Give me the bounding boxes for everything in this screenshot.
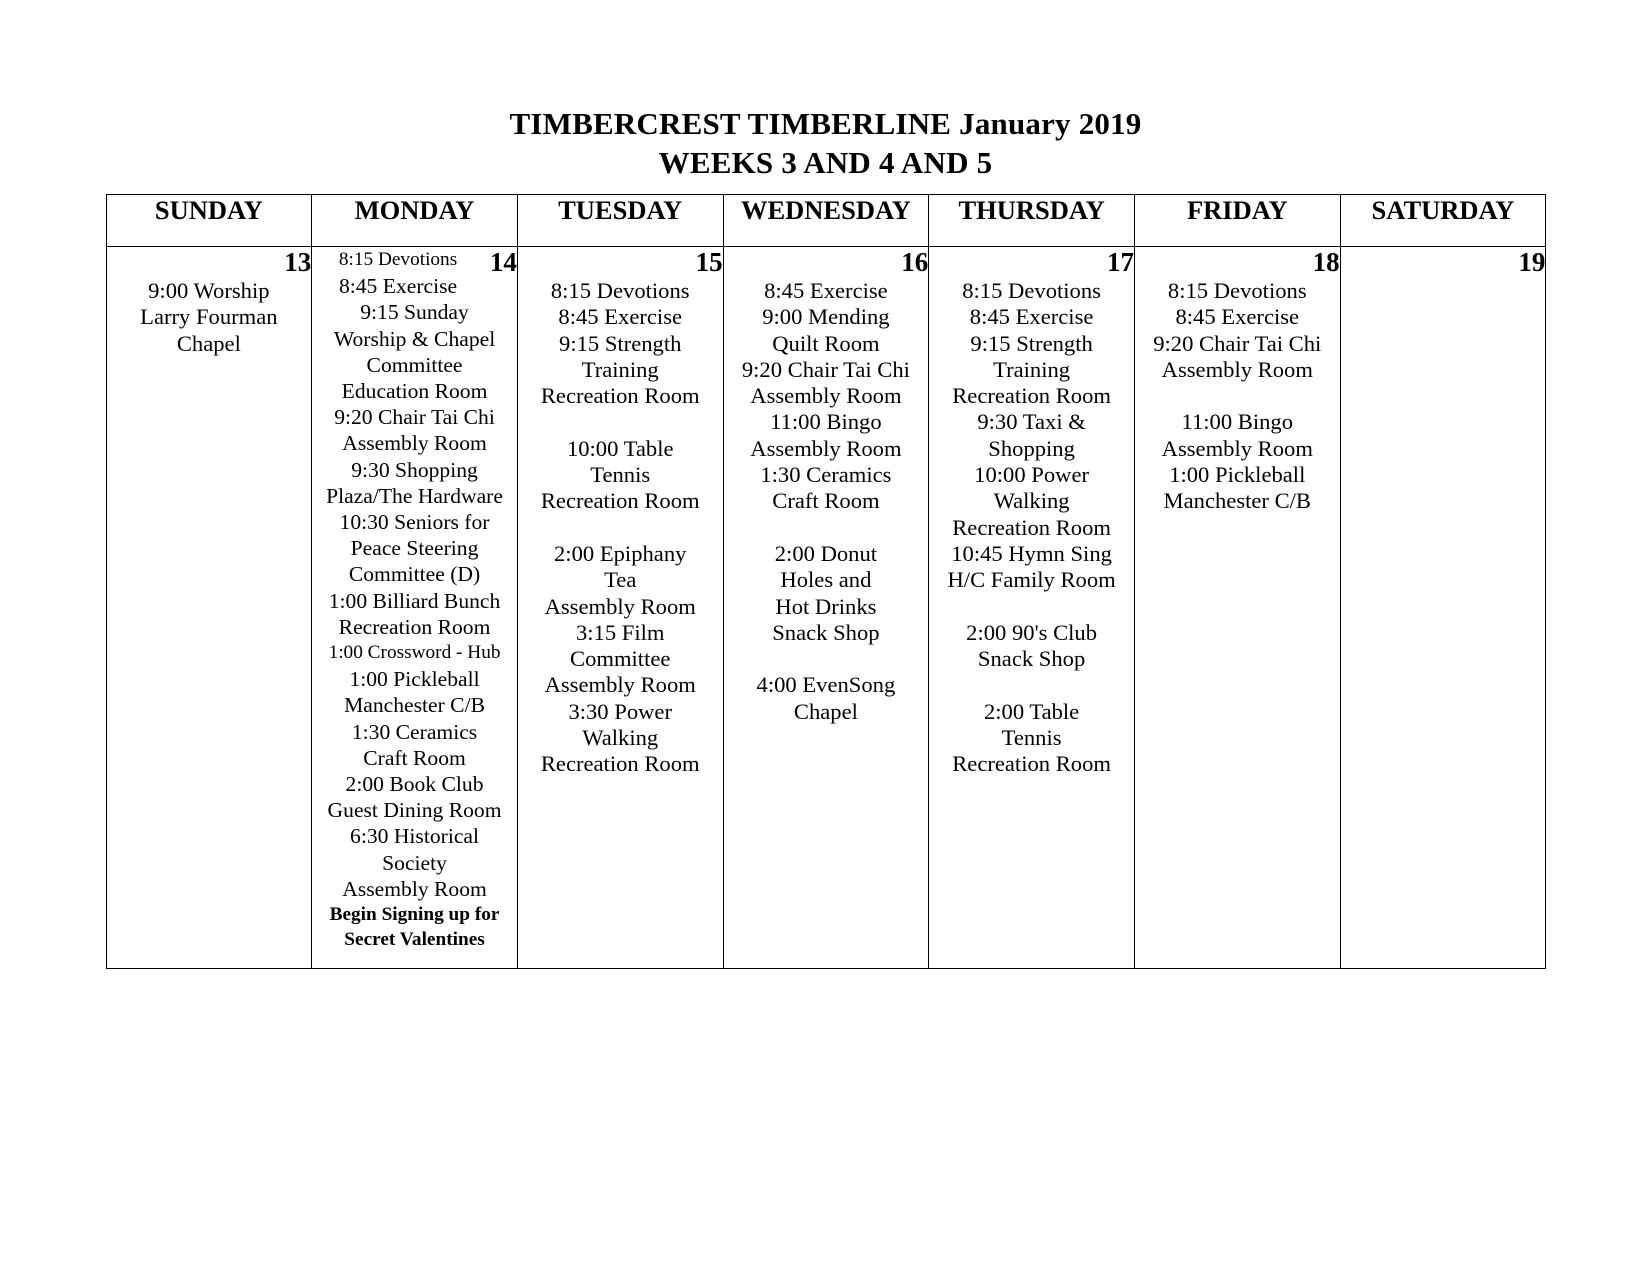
event-line: 10:45 Hymn Sing <box>951 540 1112 566</box>
event-line: Craft Room <box>772 488 880 514</box>
day-header-sunday: SUNDAY <box>106 195 312 247</box>
event-line: Recreation Room <box>540 383 700 409</box>
event-line: 3:30 Power <box>568 698 672 724</box>
event-line: Tennis <box>590 462 651 488</box>
event-line: Assembly Room <box>544 593 696 619</box>
calendar-header-row <box>106 195 1546 247</box>
document-title-block <box>0 0 1651 182</box>
event-line: Committee (D) <box>348 562 481 587</box>
event-line: 9:30 Taxi & <box>977 409 1086 435</box>
event-line: H/C Family Room <box>947 567 1116 593</box>
event-line: 6:30 Historical <box>350 824 479 849</box>
day-number: 16 <box>901 247 929 277</box>
event-line: 8:15 Devotions <box>338 249 458 270</box>
event-line: Recreation Room <box>952 514 1111 540</box>
event-list <box>312 247 517 953</box>
event-line: 9:00 Worship <box>148 278 270 303</box>
event-spacer <box>1135 383 1340 409</box>
event-spacer <box>929 672 1134 698</box>
event-line: Hot Drinks <box>775 593 877 619</box>
event-line: Tennis <box>1001 725 1062 751</box>
event-line: 1:30 Ceramics <box>760 462 892 488</box>
event-line: 11:00 Bingo <box>1181 409 1294 435</box>
event-line: 9:20 Chair Tai Chi <box>334 405 495 430</box>
event-line: 8:45 Exercise <box>969 304 1094 330</box>
day-cell-content <box>312 247 517 968</box>
day-header-monday: MONDAY <box>312 195 518 247</box>
day-cell-content <box>929 247 1134 968</box>
event-line: Peace Steering <box>350 536 479 561</box>
event-line: 8:45 Exercise <box>1175 304 1300 330</box>
event-line: 9:30 Shopping <box>351 457 478 482</box>
event-line: 8:15 Devotions <box>1167 278 1307 303</box>
day-cell-19[interactable] <box>1340 247 1546 969</box>
day-cell-content <box>107 247 312 968</box>
event-line: 8:15 Devotions <box>962 278 1101 303</box>
event-line: 9:20 Chair Tai Chi <box>1153 330 1322 356</box>
event-line: Plaza/The Hardware <box>326 483 503 508</box>
event-list <box>929 278 1134 778</box>
day-number: 17 <box>1106 247 1134 277</box>
event-line: Assembly Room <box>342 876 487 901</box>
event-line: Recreation Room <box>540 488 700 514</box>
calendar-body <box>106 247 1546 969</box>
event-line: 8:45 Exercise <box>338 274 458 299</box>
event-line: Worship & Chapel <box>333 326 496 351</box>
event-line: Assembly Room <box>1161 435 1313 461</box>
day-cell-16[interactable] <box>723 247 929 969</box>
event-line: 1:00 Crossword - Hub <box>328 642 501 664</box>
day-header-wednesday: WEDNESDAY <box>723 195 929 247</box>
event-line: 10:00 Table <box>566 435 674 461</box>
event-line: Chapel <box>176 330 241 356</box>
day-cell-17[interactable] <box>929 247 1135 969</box>
event-line: Assembly Room <box>544 672 696 698</box>
event-line: Manchester C/B <box>1163 488 1312 514</box>
event-line: 9:15 Strength <box>970 330 1093 356</box>
calendar-table <box>106 194 1547 969</box>
event-line: Training <box>581 356 659 382</box>
day-number: 14 <box>489 247 517 277</box>
event-spacer <box>518 409 723 435</box>
day-header-thursday: THURSDAY <box>929 195 1135 247</box>
event-line: 4:00 EvenSong <box>756 672 896 698</box>
event-line: 11:00 Bingo <box>770 409 882 435</box>
event-line: 1:00 Pickleball <box>349 667 480 692</box>
title-line-secondary: WEEKS 3 AND 4 AND 5 <box>658 145 993 180</box>
event-line: Quilt Room <box>772 330 880 356</box>
event-line: Assembly Room <box>342 431 487 456</box>
calendar-table-wrapper <box>106 194 1546 969</box>
day-header-friday: FRIDAY <box>1134 195 1340 247</box>
event-line: 1:30 Ceramics <box>351 719 478 744</box>
event-list <box>107 278 312 357</box>
event-line: Committee <box>366 352 463 377</box>
event-spacer <box>724 515 929 541</box>
event-line: Craft Room <box>363 745 466 770</box>
event-line: Secret Valentines <box>344 929 485 951</box>
day-number: 18 <box>1312 247 1340 277</box>
event-line: 2:00 Epiphany <box>554 540 687 566</box>
event-line: Assembly Room <box>1161 356 1313 382</box>
event-list <box>724 278 929 725</box>
event-line: 9:00 Mending <box>762 304 890 330</box>
event-line: Recreation Room <box>952 751 1111 777</box>
day-cell-14[interactable] <box>312 247 518 969</box>
event-line: 8:45 Exercise <box>764 278 888 303</box>
event-line: Walking <box>993 488 1070 514</box>
title-line-primary: TIMBERCREST TIMBERLINE January 2019 <box>509 106 1142 141</box>
event-line: Tea <box>604 567 637 593</box>
day-header-saturday: SATURDAY <box>1340 195 1546 247</box>
event-line: 2:00 90's Club <box>966 619 1098 645</box>
event-line: 1:00 Pickleball <box>1169 462 1306 488</box>
event-line: 9:20 Chair Tai Chi <box>741 356 910 382</box>
day-cell-content <box>1341 247 1546 968</box>
event-line: Society <box>382 850 447 875</box>
event-line: Recreation Room <box>540 751 700 777</box>
event-spacer <box>518 515 723 541</box>
event-line: 2:00 Book Club <box>345 772 484 797</box>
event-line: Snack Shop <box>772 619 880 645</box>
day-number: 19 <box>1518 247 1546 277</box>
event-line: 10:00 Power <box>974 462 1090 488</box>
day-cell-content <box>518 247 723 968</box>
event-line: Guest Dining Room <box>327 798 502 823</box>
event-line: Walking <box>582 725 659 751</box>
event-line: Recreation Room <box>952 383 1111 409</box>
day-cell-18[interactable] <box>1134 247 1340 969</box>
event-line: Larry Fourman <box>140 304 278 330</box>
event-line: Shopping <box>988 435 1075 461</box>
event-line: 2:00 Table <box>983 698 1080 724</box>
event-line: Assembly Room <box>750 383 902 409</box>
event-line: 9:15 Sunday <box>360 300 469 325</box>
event-line: Assembly Room <box>750 435 902 461</box>
event-spacer <box>724 646 929 672</box>
day-cell-15[interactable] <box>517 247 723 969</box>
event-line: Education Room <box>341 379 488 404</box>
event-line: 9:15 Strength <box>559 330 682 356</box>
event-line: 2:00 Donut <box>774 540 878 566</box>
event-line: Snack Shop <box>977 646 1086 672</box>
event-line: Manchester C/B <box>344 693 485 718</box>
event-line: Committee <box>570 646 671 672</box>
event-line: Training <box>993 356 1071 382</box>
day-number: 13 <box>284 247 312 277</box>
event-line: 10:30 Seniors for <box>339 510 490 535</box>
event-line: Chapel <box>793 698 858 724</box>
day-cell-13[interactable] <box>106 247 312 969</box>
event-line: 1:00 Billiard Bunch <box>328 588 501 613</box>
event-list <box>518 278 723 778</box>
event-spacer <box>929 594 1134 620</box>
day-header-tuesday: TUESDAY <box>517 195 723 247</box>
event-line: 8:15 Devotions <box>550 278 690 303</box>
day-cell-content <box>724 247 929 968</box>
event-line: 3:15 Film <box>575 619 665 645</box>
event-line: Begin Signing up for <box>329 904 500 926</box>
day-number: 15 <box>695 247 723 277</box>
event-line: Holes and <box>780 567 872 593</box>
event-list <box>1135 278 1340 515</box>
event-line: 8:45 Exercise <box>558 304 683 330</box>
event-line: Recreation Room <box>338 614 491 639</box>
day-cell-content <box>1135 247 1340 968</box>
